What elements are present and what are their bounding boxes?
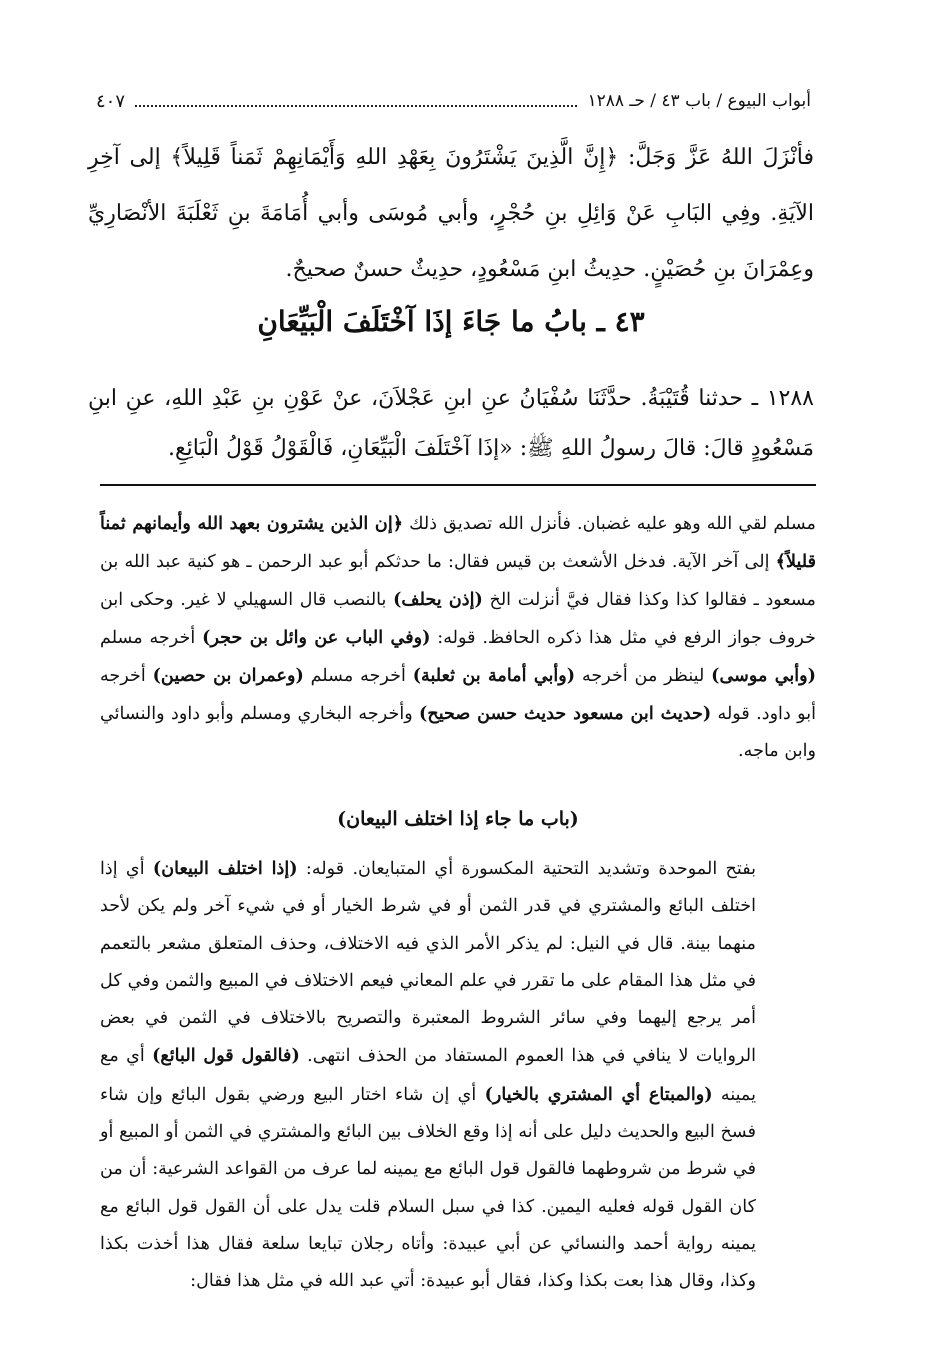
- page-number: ٤٠٧: [96, 90, 126, 112]
- commentary-text: إلى آخر الآية. فدخل الأشعث بن قيس فقال: ما حدثكم أبو عبد الرحمن ـ هو كنية عبد الله بن مسعود ـ فقالوا كذا وكذا فقال فيَّ أنزلت الخ: [100, 552, 816, 610]
- hadith-prev-text: فأنْزَلَ اللهُ عَزَّ وَجَلَّ: ﴿إِنَّ الَّذِينَ يَشْتَرُونَ بِعَهْدِ اللهِ وَأَيْمَانِهِمْ ثَمَناً قَلِيلاً﴾ إلى آخِرِ الآيَةِ. وفِي البَابِ عَنْ وَائِلِ بنِ حُجْرٍ، وأبي مُوسَى وأبي أُمَامَةَ بنِ ثَعْلَبَةَ الأنْصَارِيِّ وعِمْرَانَ بنِ حُصَيْنٍ. حدِيثُ ابنِ مَسْعُودٍ، حدِيثٌ حسنٌ صحيحٌ.: [88, 145, 814, 282]
- chapter-title: ٤٣ ـ بابُ ما جَاءَ إذَا آخْتَلَفَ الْبَيِّعَانِ: [257, 305, 645, 338]
- commentary-quote: ﴿إن الذين يشترون بعهد الله وأيمانهم ثمناً قليلاً﴾: [100, 513, 816, 572]
- hadith-continuation: [88, 130, 814, 298]
- commentary-quote: (وفي الباب عن وائل بن حجر): [202, 627, 431, 648]
- commentary-quote: (فالقول قول البائع): [152, 1045, 300, 1067]
- commentary-text: بفتح الموحدة وتشديد التحتية المكسورة أي المتبايعان. قوله:: [297, 859, 756, 879]
- commentary-text: لينظر من أخرجه: [575, 666, 712, 686]
- header-title: أبواب البيوع / باب ٤٣ / حـ ١٢٨٨: [587, 91, 811, 111]
- commentary-text: أخرجه مسلم: [303, 666, 413, 686]
- commentary-text: أي إن شاء اختار البيع ورضي بقول البائع وإن شاء فسخ البيع والحديث دليل على أنه إذا وقع الخلاف بين البائع والمشتري في الثمن أو المبيع أو في شرط من شروطهما فالقول قول البائع مع يمينه لما عرف من القواعد الشرعية: أن من كان القول قوله فعليه اليمين. كذا في سبل السلام قلت يدل على أن القول قول البائع مع يمينه رواية أحمد والنسائي عن أبي عبيدة: وأتاه رجلان تبايعا سلعة فقال هذا أخذت بكذا وكذا، وقال هذا بعت بكذا وكذا، فقال أبو عبيدة: أتي عبد الله في مثل هذا فقال:: [100, 1084, 756, 1292]
- commentary-quote: (وأبي أمامة بن ثعلبة): [412, 665, 576, 686]
- footnote-separator: [100, 484, 816, 486]
- commentary-text: أي إذا اختلف البائع والمشتري في قدر الثمن أو في شرط الخيار أو في شيء آخر ولم يكن لأحد منهما بينة. قال في النيل: لم يذكر الأمر الذي فيه الاختلاف، وحذف المتعلق مشعر بالتعمم في مثل هذا المقام على ما تقرر في علم المعاني فيعم الاختلاف في المبيع والثمن وفي كل أمر يرجع إليهما وفي سائر الشروط المعتبرة والتصريح بالاختلاف في الثمن في بعض الروايات لا ينافي في هذا العموم المستفاد من الحذف انتهى.: [100, 859, 756, 1067]
- commentary-quote: (إذن يحلف): [393, 589, 483, 610]
- hadith-main-text: ١٢٨٨ ـ حدثنا قُتَيْبَةُ. حدَّثَنَا سُفْيَانُ عنِ ابنِ عَجْلاَنَ، عنْ عَوْنِ بنِ عَبْدِ اللهِ، عنِ ابنِ مَسْعُودٍ قالَ: قالَ رسولُ اللهِ ﷺ: «إذَا آخْتَلَفَ الْبَيِّعَانِ، فَالْقَوْلُ قَوْلُ الْبَائِعِ.: [88, 386, 814, 461]
- commentary-text: مسلم لقي الله وهو عليه غضبان. فأنزل الله تصديق ذلك: [403, 514, 816, 534]
- commentary-text: أي مع يمينه: [100, 1046, 757, 1105]
- commentary-text: وأخرجه البخاري ومسلم وأبو داود والنسائي وابن ماجه.: [100, 704, 816, 761]
- commentary-block-2: [100, 850, 816, 1301]
- commentary-quote: (حديث ابن مسعود حديث حسن صحيح): [419, 703, 712, 724]
- commentary-quote: (إذا اختلف البيعان): [152, 858, 298, 879]
- commentary-quote: (والمبتاع أي المشتري بالخيار): [484, 1083, 713, 1105]
- header-leader-dots: [135, 95, 577, 107]
- commentary-quote: (وأبي موسى): [711, 665, 817, 686]
- commentary-text: أخرجه مسلم: [100, 628, 203, 648]
- running-header: [96, 84, 811, 118]
- commentary-text: أخرجه أبو داود. قوله: [100, 666, 816, 724]
- commentary-text: بالنصب قال السهيلي لا غير. وحكى ابن خروف جواز الرفع في مثل هذا ذكره الحافظ. قوله:: [100, 590, 816, 648]
- commentary-subheading: (باب ما جاء إذا اختلف البيعان): [337, 808, 579, 830]
- commentary-paragraph: [100, 850, 816, 1301]
- commentary-block: [100, 505, 816, 770]
- commentary-paragraph: [100, 505, 816, 770]
- commentary-quote: (وعمران بن حصين): [152, 665, 304, 686]
- hadith-main: [88, 374, 814, 474]
